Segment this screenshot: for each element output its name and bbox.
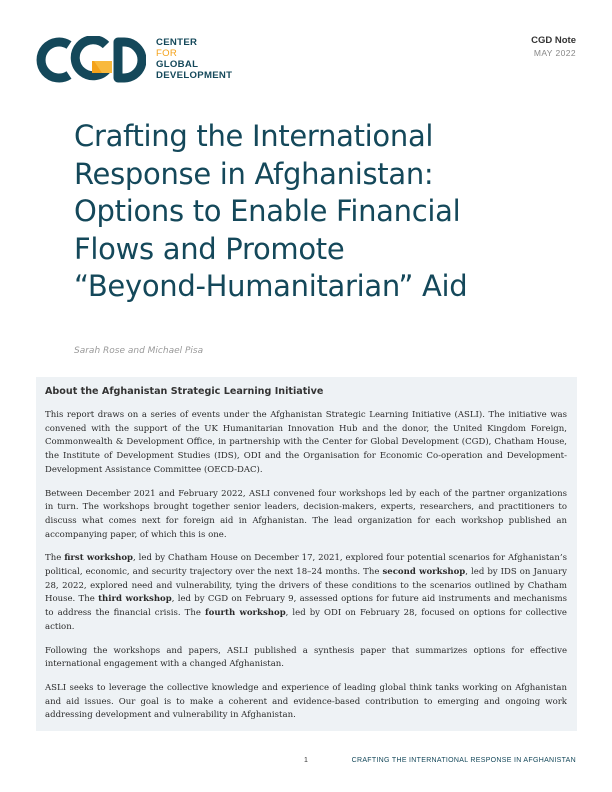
second-workshop-label: second workshop	[382, 567, 466, 578]
third-workshop-label: third workshop	[98, 594, 172, 605]
about-paragraph-3	[45, 552, 567, 634]
about-paragraph-4: Following the workshops and papers, ASLI published a synthesis paper that summarizes options for effective international engagement with a changed Afghanistan.	[45, 645, 567, 670]
about-paragraph-2: Between December 2021 and February 2022, ASLI convened four workshops led by each of the partner organizations in turn. The workshops brought together senior leaders, decision-makers, experts, researchers, and practitioners to discuss what comes next for foreign aid in Afghanistan. The lead organization for each workshop published an accompanying paper, of which this is one.	[45, 488, 567, 540]
logo-line-2: FOR	[156, 48, 178, 59]
p3-text-1: The	[45, 553, 65, 564]
page-number: 1	[304, 757, 308, 764]
title-line-5: “Beyond-Humanitarian” Aid	[74, 269, 468, 303]
logo-line-1: CENTER	[156, 37, 198, 48]
document-title	[74, 118, 574, 306]
p3-text-4: , led by CGD on February 9, assessed options for future aid instruments and mechanisms to address the financial crisis. The	[45, 594, 567, 619]
title-line-3: Options to Enable Financial	[74, 194, 461, 228]
note-type: CGD Note	[531, 35, 576, 46]
publication-date: MAY 2022	[533, 48, 576, 58]
authors: Sarah Rose and Michael Pisa	[74, 346, 204, 356]
title-line-2: Response in Afghanistan:	[74, 156, 434, 191]
cgd-logo	[36, 36, 236, 84]
logo-line-3: GLOBAL	[156, 59, 199, 70]
p3-text-2: , led by Chatham House on December 17, 2021, explored four potential scenarios for Afghanistan’s political, economic, and security trajectory over the next 18–24 months. The	[45, 553, 568, 578]
title-line-1: Crafting the International	[74, 119, 434, 153]
first-workshop-label: first workshop	[64, 553, 134, 564]
cgd-logo-icon	[36, 36, 146, 84]
logo-line-4: DEVELOPMENT	[156, 70, 233, 81]
about-box	[36, 377, 577, 731]
p3-text-3: , led by IDS on January 28, 2022, explored need and vulnerability, tying the drivers of these conditions to the scenarios outlined by Chatham House. The	[45, 567, 568, 605]
title-line-4: Flows and Promote	[74, 231, 345, 266]
logo-wordmark	[156, 37, 232, 81]
about-paragraph-1: This report draws on a series of events under the Afghanistan Strategic Learning Initiative (ASLI). The initiative was convened with the support of the UK Humanitarian Innovation Hub and the donor, the United Kingdom Foreign, Commonwealth & Development Office, in partnership with the Center for Global Development (CGD), Chatham House, the Institute of Development Studies (IDS), ODI and the Organisation for Economic Co-operation and Development-Development Assistance Committee (OECD-DAC).	[45, 410, 567, 475]
about-heading: About the Afghanistan Strategic Learning Initiative	[45, 386, 324, 397]
about-paragraph-5: ASLI seeks to leverage the collective knowledge and experience of leading global think tanks working on Afghanistan and aid issues. Our goal is to make a coherent and evidence-based contribution to emerging and ongoing work addressing development and vulnerability in Afghanistan.	[45, 682, 567, 721]
running-title: CRAFTING THE INTERNATIONAL RESPONSE IN AFGHANISTAN	[351, 757, 576, 764]
fourth-workshop-label: fourth workshop	[204, 608, 286, 619]
p3-text-5: , led by ODI on February 28, focused on options for collective action.	[45, 608, 567, 632]
note-header	[531, 35, 576, 59]
